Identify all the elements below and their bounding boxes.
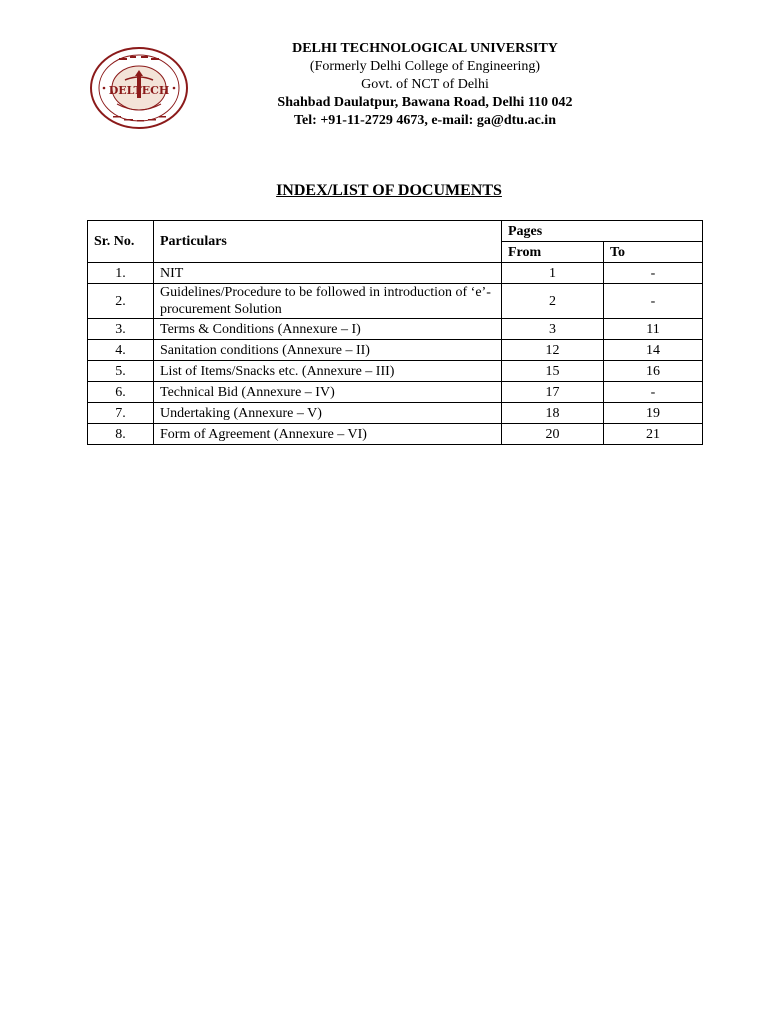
cell-from: 12	[502, 340, 604, 361]
cell-to: 16	[604, 361, 703, 382]
govt-line: Govt. of NCT of Delhi	[361, 77, 489, 92]
cell-from: 17	[502, 382, 604, 403]
cell-from: 15	[502, 361, 604, 382]
table-row	[88, 340, 703, 361]
cell-particulars: Sanitation conditions (Annexure – II)	[154, 340, 502, 361]
cell-to: 14	[604, 340, 703, 361]
header-to: To	[604, 242, 703, 263]
logo-text: DELTECH	[108, 84, 170, 97]
university-logo	[89, 46, 189, 130]
cell-from: 1	[502, 263, 604, 284]
cell-to: 21	[604, 424, 703, 445]
table-row	[88, 403, 703, 424]
cell-particulars: NIT	[154, 263, 502, 284]
contact-line: Tel: +91-11-2729 4673, e-mail: ga@dtu.ac.in	[294, 113, 556, 128]
cell-to: -	[604, 263, 703, 284]
cell-sr: 4.	[88, 340, 154, 361]
letterhead	[230, 40, 620, 130]
cell-sr: 2.	[88, 284, 154, 319]
cell-sr: 6.	[88, 382, 154, 403]
cell-from: 18	[502, 403, 604, 424]
formerly-line: (Formerly Delhi College of Engineering)	[309, 59, 541, 74]
cell-to: -	[604, 382, 703, 403]
table-row	[88, 263, 703, 284]
cell-sr: 1.	[88, 263, 154, 284]
table-row	[88, 361, 703, 382]
cell-to: -	[604, 284, 703, 319]
cell-sr: 5.	[88, 361, 154, 382]
cell-to: 11	[604, 319, 703, 340]
table-row	[88, 382, 703, 403]
cell-particulars: List of Items/Snacks etc. (Annexure – III)	[154, 361, 502, 382]
cell-sr: 7.	[88, 403, 154, 424]
table-row	[88, 319, 703, 340]
address-line: Shahbad Daulatpur, Bawana Road, Delhi 110 042	[277, 95, 573, 110]
cell-from: 2	[502, 284, 604, 319]
cell-sr: 8.	[88, 424, 154, 445]
university-name: DELHI TECHNOLOGICAL UNIVERSITY	[292, 41, 558, 56]
cell-from: 3	[502, 319, 604, 340]
header-particulars: Particulars	[154, 221, 502, 263]
document-title: INDEX/LIST OF DOCUMENTS	[276, 182, 502, 199]
cell-from: 20	[502, 424, 604, 445]
cell-particulars: Form of Agreement (Annexure – VI)	[154, 424, 502, 445]
header-sr-no: Sr. No.	[88, 221, 154, 263]
cell-particulars: Technical Bid (Annexure – IV)	[154, 382, 502, 403]
header-pages: Pages	[502, 221, 703, 242]
cell-particulars: Undertaking (Annexure – V)	[154, 403, 502, 424]
header-from: From	[502, 242, 604, 263]
cell-to: 19	[604, 403, 703, 424]
cell-sr: 3.	[88, 319, 154, 340]
table-row	[88, 284, 703, 319]
cell-particulars: Terms & Conditions (Annexure – I)	[154, 319, 502, 340]
documents-index-table	[87, 220, 703, 445]
cell-particulars: Guidelines/Procedure to be followed in introduction of ‘e’-procurement Solution	[154, 284, 502, 319]
table-row	[88, 424, 703, 445]
